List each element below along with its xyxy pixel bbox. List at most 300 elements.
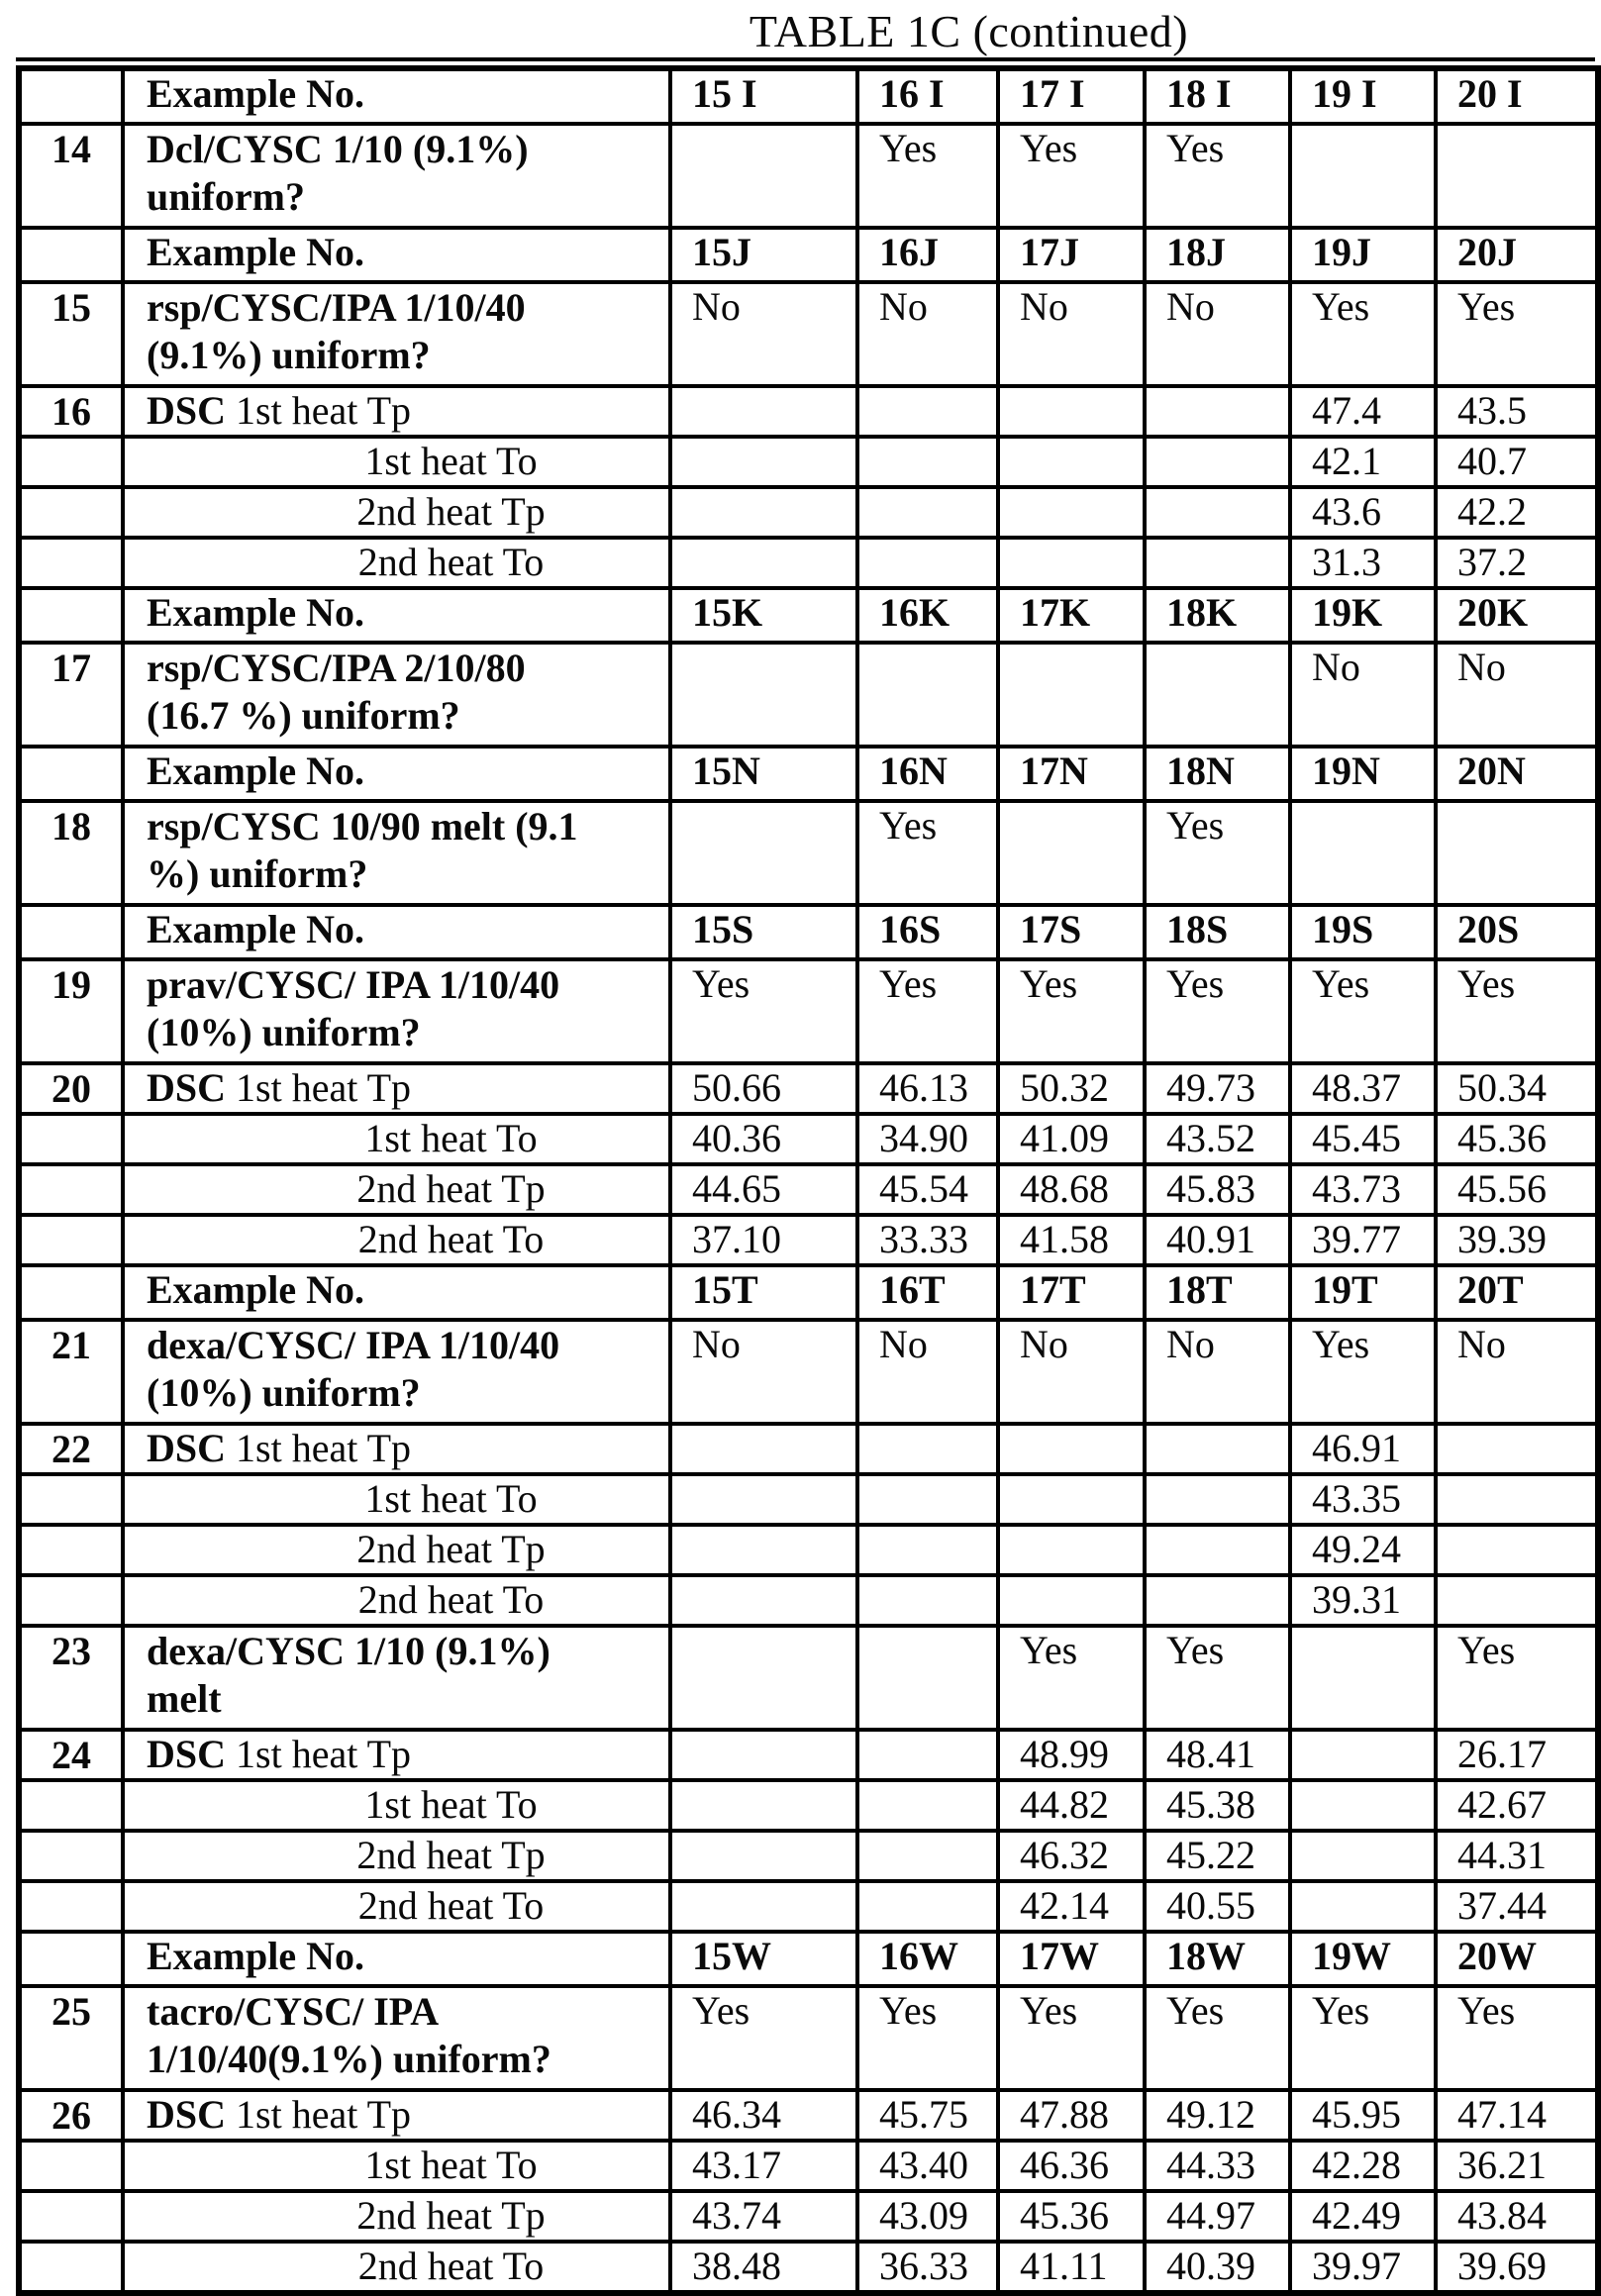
example-header-row — [19, 588, 1598, 643]
value-cell: 20 I — [1436, 68, 1598, 124]
value-cell — [998, 643, 1145, 747]
table-row — [19, 1881, 1598, 1932]
row-number-cell — [19, 1265, 123, 1320]
value-cell: 16N — [857, 747, 998, 801]
description-line1: dexa/CYSC/ IPA 1/10/40 — [147, 1323, 560, 1367]
table-row — [19, 2242, 1598, 2293]
value-cell — [1145, 386, 1290, 437]
value-cell: Yes — [1436, 1986, 1598, 2090]
value-cell: 48.99 — [998, 1730, 1145, 1780]
value-cell: 18S — [1145, 905, 1290, 959]
value-cell: 50.32 — [998, 1063, 1145, 1114]
row-number-cell — [19, 487, 123, 538]
value-cell: 46.36 — [998, 2141, 1145, 2191]
example-no-label: Example No. — [123, 68, 670, 124]
value-cell: 50.66 — [670, 1063, 857, 1114]
value-cell: 20J — [1436, 228, 1598, 282]
value-cell — [670, 1575, 857, 1626]
value-cell: 50.34 — [1436, 1063, 1598, 1114]
value-cell: 16J — [857, 228, 998, 282]
value-cell: 19T — [1290, 1265, 1436, 1320]
description-line2: (10%) uniform? — [147, 1010, 421, 1054]
value-cell: 39.97 — [1290, 2242, 1436, 2293]
value-cell: Yes — [670, 959, 857, 1063]
value-cell: 16S — [857, 905, 998, 959]
value-cell: 18N — [1145, 747, 1290, 801]
value-cell: Yes — [998, 1986, 1145, 2090]
sub-label-cell: 1st heat To — [123, 2141, 670, 2191]
table-row — [19, 386, 1598, 437]
value-cell — [857, 538, 998, 588]
row-number-cell: 15 — [19, 282, 123, 386]
description-cell — [123, 282, 670, 386]
value-cell: Yes — [998, 124, 1145, 228]
row-number-cell — [19, 1881, 123, 1932]
value-cell — [857, 1780, 998, 1831]
value-cell: Yes — [1290, 282, 1436, 386]
sub-label-cell: 2nd heat Tp — [123, 1525, 670, 1575]
description-line1: tacro/CYSC/ IPA — [147, 1989, 440, 2034]
value-cell — [670, 1881, 857, 1932]
value-cell: 45.36 — [1436, 1114, 1598, 1164]
value-cell — [1290, 1730, 1436, 1780]
value-cell: Yes — [1436, 1626, 1598, 1730]
value-cell: 42.67 — [1436, 1780, 1598, 1831]
value-cell: 49.12 — [1145, 2090, 1290, 2141]
table-row — [19, 1730, 1598, 1780]
description-line2: (10%) uniform? — [147, 1370, 421, 1415]
value-cell — [857, 487, 998, 538]
value-cell: 45.54 — [857, 1164, 998, 1215]
value-cell: 46.91 — [1290, 1424, 1436, 1474]
row-number-cell — [19, 1474, 123, 1525]
description-line2: (16.7 %) uniform? — [147, 693, 460, 738]
dsc-label-cell: DSC 1st heat Tp — [123, 2090, 670, 2141]
example-no-label: Example No. — [123, 228, 670, 282]
value-cell: 15N — [670, 747, 857, 801]
value-cell — [670, 487, 857, 538]
value-cell: Yes — [857, 959, 998, 1063]
example-header-row — [19, 1265, 1598, 1320]
value-cell: 40.91 — [1145, 1215, 1290, 1265]
dsc-prefix: DSC — [147, 1065, 227, 1110]
value-cell: 40.36 — [670, 1114, 857, 1164]
description-line2: melt — [147, 1676, 222, 1721]
value-cell: 19K — [1290, 588, 1436, 643]
sub-label-cell: 2nd heat To — [123, 1575, 670, 1626]
description-cell — [123, 1320, 670, 1424]
row-number-cell: 23 — [19, 1626, 123, 1730]
value-cell: 18T — [1145, 1265, 1290, 1320]
value-cell: No — [1290, 643, 1436, 747]
value-cell: 15S — [670, 905, 857, 959]
value-cell: 46.32 — [998, 1831, 1145, 1881]
value-cell — [1145, 1424, 1290, 1474]
example-header-row — [19, 905, 1598, 959]
row-number-cell — [19, 1164, 123, 1215]
value-cell: 44.82 — [998, 1780, 1145, 1831]
value-cell: 43.17 — [670, 2141, 857, 2191]
table-row — [19, 538, 1598, 588]
row-number-cell — [19, 538, 123, 588]
value-cell — [1290, 1831, 1436, 1881]
value-cell: 18 I — [1145, 68, 1290, 124]
row-number-cell — [19, 1831, 123, 1881]
description-cell — [123, 1986, 670, 2090]
table-row — [19, 124, 1598, 228]
row-number-cell: 24 — [19, 1730, 123, 1780]
row-number-cell — [19, 228, 123, 282]
sub-label-cell: 2nd heat Tp — [123, 1831, 670, 1881]
value-cell: 20S — [1436, 905, 1598, 959]
description-cell — [123, 1626, 670, 1730]
value-cell — [857, 643, 998, 747]
value-cell: 20W — [1436, 1932, 1598, 1986]
value-cell: Yes — [857, 1986, 998, 2090]
value-cell: 17 I — [998, 68, 1145, 124]
value-cell: 47.88 — [998, 2090, 1145, 2141]
value-cell: Yes — [1145, 124, 1290, 228]
sub-label-cell: 2nd heat To — [123, 1881, 670, 1932]
value-cell: 49.24 — [1290, 1525, 1436, 1575]
dsc-label-cell: DSC 1st heat Tp — [123, 1424, 670, 1474]
value-cell: 18K — [1145, 588, 1290, 643]
row-number-cell: 16 — [19, 386, 123, 437]
value-cell: 18W — [1145, 1932, 1290, 1986]
value-cell: 16W — [857, 1932, 998, 1986]
value-cell — [670, 1730, 857, 1780]
value-cell: 44.33 — [1145, 2141, 1290, 2191]
value-cell — [1436, 1424, 1598, 1474]
data-table — [16, 65, 1601, 2296]
value-cell: 17K — [998, 588, 1145, 643]
value-cell: 15W — [670, 1932, 857, 1986]
sub-label-cell: 2nd heat Tp — [123, 1164, 670, 1215]
value-cell: 19 I — [1290, 68, 1436, 124]
sub-label-cell: 1st heat To — [123, 1474, 670, 1525]
table-row — [19, 1164, 1598, 1215]
value-cell: 43.84 — [1436, 2191, 1598, 2242]
value-cell — [857, 1626, 998, 1730]
value-cell: No — [1145, 282, 1290, 386]
value-cell: 20K — [1436, 588, 1598, 643]
value-cell: 45.75 — [857, 2090, 998, 2141]
value-cell: 40.39 — [1145, 2242, 1290, 2293]
value-cell: 19S — [1290, 905, 1436, 959]
value-cell: Yes — [998, 1626, 1145, 1730]
dsc-prefix: DSC — [147, 388, 227, 433]
example-header-row — [19, 68, 1598, 124]
sub-label-cell: 2nd heat Tp — [123, 2191, 670, 2242]
sub-label-cell: 2nd heat To — [123, 1215, 670, 1265]
value-cell: Yes — [857, 801, 998, 905]
value-cell: 42.2 — [1436, 487, 1598, 538]
value-cell: 17S — [998, 905, 1145, 959]
value-cell: 17T — [998, 1265, 1145, 1320]
dsc-label-cell: DSC 1st heat Tp — [123, 1730, 670, 1780]
value-cell: 43.6 — [1290, 487, 1436, 538]
sub-label-cell: 2nd heat Tp — [123, 487, 670, 538]
value-cell: No — [670, 282, 857, 386]
value-cell: No — [857, 282, 998, 386]
value-cell: 42.49 — [1290, 2191, 1436, 2242]
row-number-cell — [19, 1575, 123, 1626]
value-cell: 40.55 — [1145, 1881, 1290, 1932]
table-row — [19, 959, 1598, 1063]
value-cell — [998, 538, 1145, 588]
row-number-cell — [19, 905, 123, 959]
value-cell: Yes — [1436, 282, 1598, 386]
value-cell — [670, 1424, 857, 1474]
value-cell — [998, 1474, 1145, 1525]
table-row — [19, 1114, 1598, 1164]
value-cell: 42.14 — [998, 1881, 1145, 1932]
row-number-cell: 26 — [19, 2090, 123, 2141]
value-cell: 47.4 — [1290, 386, 1436, 437]
value-cell: 39.39 — [1436, 1215, 1598, 1265]
value-cell: 15K — [670, 588, 857, 643]
value-cell — [857, 1881, 998, 1932]
value-cell: 37.10 — [670, 1215, 857, 1265]
value-cell — [670, 386, 857, 437]
table-row — [19, 282, 1598, 386]
value-cell: 19J — [1290, 228, 1436, 282]
value-cell — [998, 1575, 1145, 1626]
value-cell: 42.1 — [1290, 437, 1436, 487]
value-cell — [1145, 1525, 1290, 1575]
value-cell: 17W — [998, 1932, 1145, 1986]
row-number-cell: 18 — [19, 801, 123, 905]
value-cell — [1436, 1474, 1598, 1525]
value-cell: 36.21 — [1436, 2141, 1598, 2191]
row-number-cell — [19, 2141, 123, 2191]
table-row — [19, 437, 1598, 487]
value-cell — [670, 643, 857, 747]
value-cell: 44.65 — [670, 1164, 857, 1215]
value-cell: 26.17 — [1436, 1730, 1598, 1780]
value-cell — [998, 1525, 1145, 1575]
value-cell: Yes — [1145, 959, 1290, 1063]
value-cell: 46.34 — [670, 2090, 857, 2141]
value-cell — [670, 1831, 857, 1881]
sub-label-cell: 1st heat To — [123, 437, 670, 487]
value-cell: Yes — [1145, 801, 1290, 905]
row-number-cell — [19, 1215, 123, 1265]
table-row — [19, 1424, 1598, 1474]
value-cell — [1290, 1626, 1436, 1730]
value-cell: 43.35 — [1290, 1474, 1436, 1525]
row-number-cell — [19, 68, 123, 124]
value-cell: 47.14 — [1436, 2090, 1598, 2141]
value-cell — [998, 801, 1145, 905]
table-row — [19, 801, 1598, 905]
value-cell: 41.09 — [998, 1114, 1145, 1164]
description-line2: (9.1%) uniform? — [147, 333, 431, 377]
value-cell: 19N — [1290, 747, 1436, 801]
row-number-cell: 17 — [19, 643, 123, 747]
value-cell — [857, 1424, 998, 1474]
value-cell: 43.74 — [670, 2191, 857, 2242]
row-number-cell — [19, 2191, 123, 2242]
value-cell — [998, 386, 1145, 437]
value-cell: 45.45 — [1290, 1114, 1436, 1164]
table-row — [19, 1780, 1598, 1831]
value-cell: 48.37 — [1290, 1063, 1436, 1114]
value-cell: 17J — [998, 228, 1145, 282]
sub-label-cell: 1st heat To — [123, 1114, 670, 1164]
dsc-prefix: DSC — [147, 2092, 227, 2137]
row-number-cell: 19 — [19, 959, 123, 1063]
description-line2: %) uniform? — [147, 851, 368, 896]
value-cell: 36.33 — [857, 2242, 998, 2293]
example-no-label: Example No. — [123, 905, 670, 959]
row-number-cell: 22 — [19, 1424, 123, 1474]
row-number-cell — [19, 588, 123, 643]
table-row — [19, 1320, 1598, 1424]
table-row — [19, 643, 1598, 747]
value-cell: 43.40 — [857, 2141, 998, 2191]
value-cell: Yes — [857, 124, 998, 228]
value-cell — [1436, 801, 1598, 905]
value-cell: No — [998, 282, 1145, 386]
value-cell: 16T — [857, 1265, 998, 1320]
value-cell: Yes — [1290, 1320, 1436, 1424]
table-row — [19, 1063, 1598, 1114]
value-cell — [1145, 487, 1290, 538]
value-cell: 39.31 — [1290, 1575, 1436, 1626]
sub-label-cell: 2nd heat To — [123, 2242, 670, 2293]
value-cell — [670, 538, 857, 588]
value-cell: 40.7 — [1436, 437, 1598, 487]
description-line1: rsp/CYSC/IPA 2/10/80 — [147, 646, 526, 690]
value-cell: 48.68 — [998, 1164, 1145, 1215]
value-cell — [670, 1474, 857, 1525]
table-body — [19, 68, 1598, 2293]
value-cell: Yes — [1436, 959, 1598, 1063]
value-cell: 41.58 — [998, 1215, 1145, 1265]
value-cell — [1290, 1780, 1436, 1831]
value-cell: 45.22 — [1145, 1831, 1290, 1881]
dsc-prefix: DSC — [147, 1732, 227, 1776]
value-cell: 37.44 — [1436, 1881, 1598, 1932]
description-line1: Dcl/CYSC 1/10 (9.1%) — [147, 127, 529, 171]
description-line2: 1/10/40(9.1%) uniform? — [147, 2037, 551, 2081]
value-cell: 41.11 — [998, 2242, 1145, 2293]
row-number-cell: 25 — [19, 1986, 123, 2090]
value-cell — [1290, 1881, 1436, 1932]
row-number-cell — [19, 2242, 123, 2293]
description-line1: prav/CYSC/ IPA 1/10/40 — [147, 962, 560, 1007]
value-cell — [1436, 1525, 1598, 1575]
value-cell: No — [670, 1320, 857, 1424]
value-cell: 18J — [1145, 228, 1290, 282]
row-number-cell: 20 — [19, 1063, 123, 1114]
value-cell: 34.90 — [857, 1114, 998, 1164]
value-cell: Yes — [1145, 1986, 1290, 2090]
dsc-label-cell: DSC 1st heat Tp — [123, 1063, 670, 1114]
value-cell: No — [1436, 643, 1598, 747]
value-cell — [670, 1626, 857, 1730]
value-cell — [670, 1525, 857, 1575]
value-cell: 39.69 — [1436, 2242, 1598, 2293]
example-header-row — [19, 1932, 1598, 1986]
row-number-cell — [19, 1780, 123, 1831]
value-cell: 45.56 — [1436, 1164, 1598, 1215]
value-cell — [998, 487, 1145, 538]
value-cell: No — [998, 1320, 1145, 1424]
value-cell: 16 I — [857, 68, 998, 124]
value-cell — [1145, 643, 1290, 747]
table-row — [19, 1215, 1598, 1265]
value-cell: 45.36 — [998, 2191, 1145, 2242]
row-number-cell — [19, 437, 123, 487]
value-cell — [998, 437, 1145, 487]
sub-label-cell: 1st heat To — [123, 1780, 670, 1831]
value-cell: 44.97 — [1145, 2191, 1290, 2242]
description-line1: rsp/CYSC/IPA 1/10/40 — [147, 285, 526, 330]
value-cell — [670, 124, 857, 228]
value-cell: 49.73 — [1145, 1063, 1290, 1114]
row-number-cell — [19, 1932, 123, 1986]
document-page — [0, 6, 1601, 2288]
example-no-label: Example No. — [123, 747, 670, 801]
dsc-label-cell: DSC 1st heat Tp — [123, 386, 670, 437]
description-cell — [123, 124, 670, 228]
value-cell: 19W — [1290, 1932, 1436, 1986]
value-cell: 43.52 — [1145, 1114, 1290, 1164]
table-row — [19, 1626, 1598, 1730]
value-cell — [670, 1780, 857, 1831]
value-cell: 33.33 — [857, 1215, 998, 1265]
table-row — [19, 1831, 1598, 1881]
table-row — [19, 1986, 1598, 2090]
description-cell — [123, 959, 670, 1063]
value-cell: 43.73 — [1290, 1164, 1436, 1215]
table-row — [19, 2191, 1598, 2242]
value-cell — [1145, 538, 1290, 588]
description-line1: dexa/CYSC 1/10 (9.1%) — [147, 1629, 550, 1673]
value-cell — [1290, 124, 1436, 228]
value-cell: 39.77 — [1290, 1215, 1436, 1265]
value-cell — [670, 801, 857, 905]
row-number-cell: 21 — [19, 1320, 123, 1424]
example-header-row — [19, 228, 1598, 282]
value-cell: 45.38 — [1145, 1780, 1290, 1831]
value-cell: 37.2 — [1436, 538, 1598, 588]
table-row — [19, 2141, 1598, 2191]
table-row — [19, 1525, 1598, 1575]
value-cell — [1145, 1575, 1290, 1626]
value-cell: 46.13 — [857, 1063, 998, 1114]
value-cell — [1436, 1575, 1598, 1626]
value-cell: 43.09 — [857, 2191, 998, 2242]
top-rule-line — [16, 57, 1595, 61]
dsc-prefix: DSC — [147, 1426, 227, 1470]
table-row — [19, 2090, 1598, 2141]
value-cell — [670, 437, 857, 487]
value-cell — [1290, 801, 1436, 905]
table-row — [19, 1474, 1598, 1525]
sub-label-cell: 2nd heat To — [123, 538, 670, 588]
table-title: TABLE 1C (continued) — [749, 6, 1189, 56]
description-cell — [123, 643, 670, 747]
value-cell — [857, 1474, 998, 1525]
value-cell — [857, 1575, 998, 1626]
value-cell — [857, 1831, 998, 1881]
row-number-cell — [19, 747, 123, 801]
value-cell: 38.48 — [670, 2242, 857, 2293]
description-cell — [123, 801, 670, 905]
